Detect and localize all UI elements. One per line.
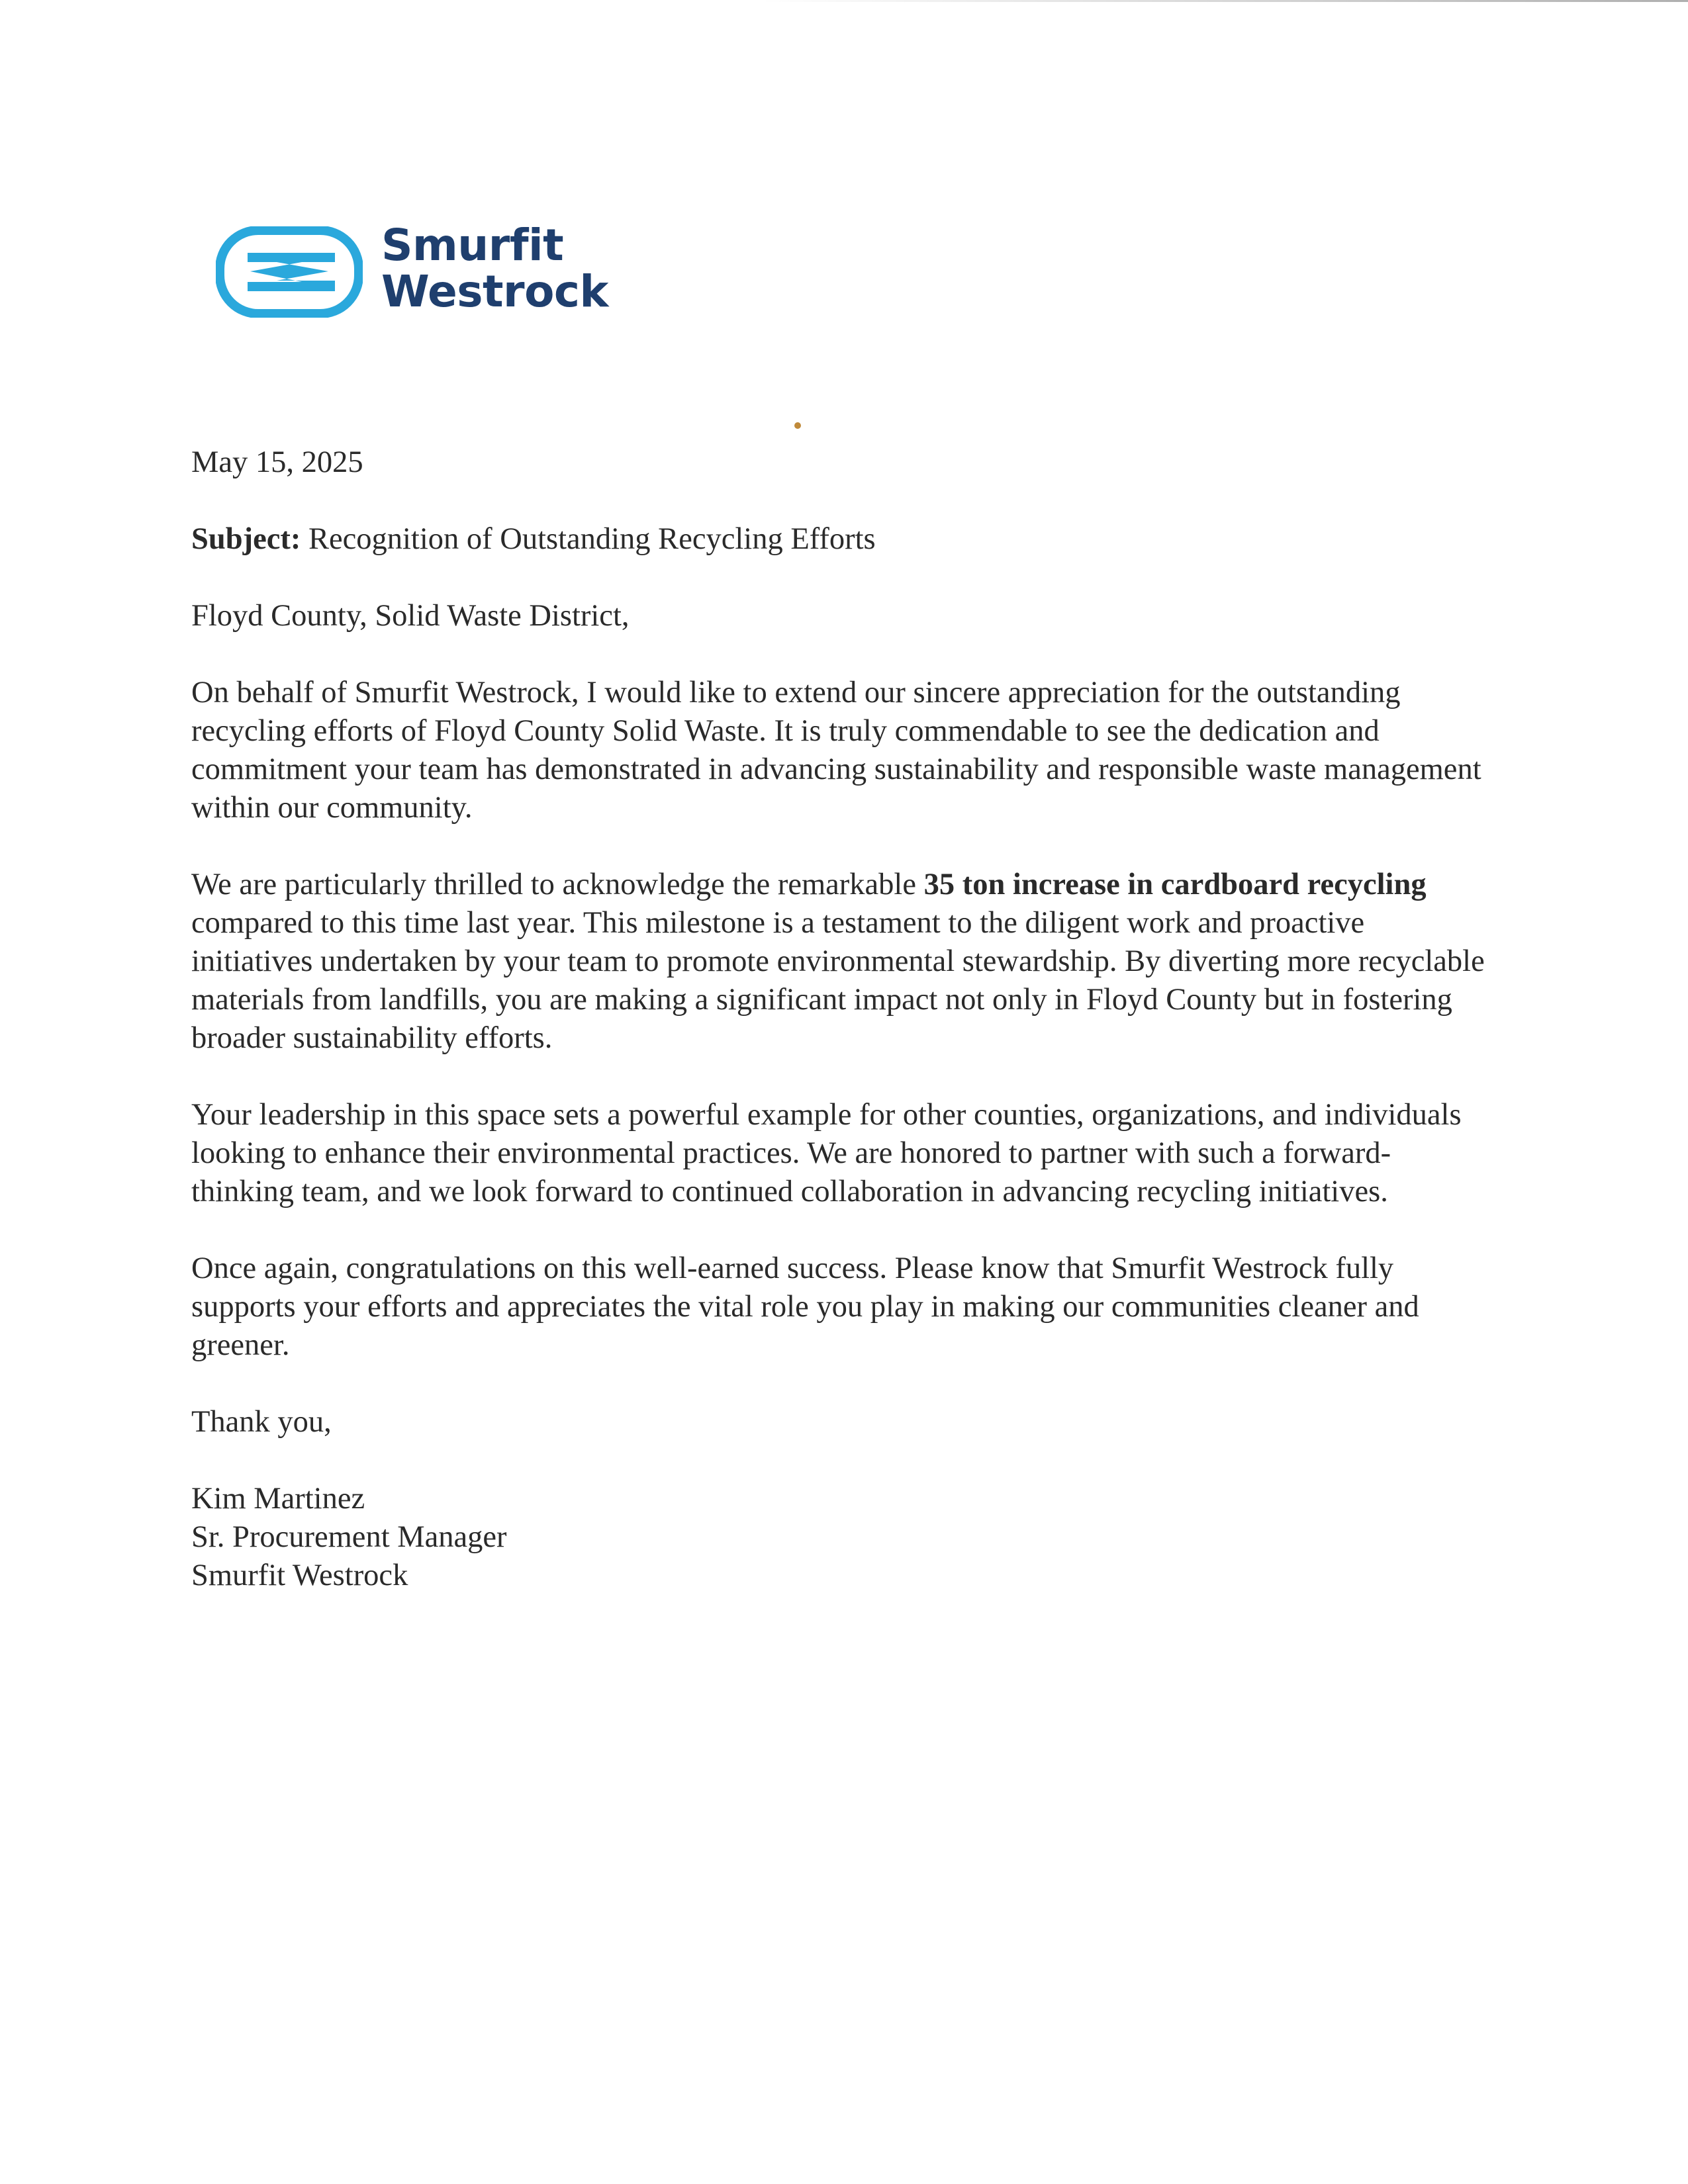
logo-line-2: Westrock — [381, 266, 608, 317]
signer-title: Sr. Procurement Manager — [191, 1520, 507, 1554]
subject-text: Recognition of Outstanding Recycling Efforts — [301, 522, 876, 556]
paragraph-3: Your leadership in this space sets a powerful example for other counties, organizations, and individuals looking to enhance their environmental practices. We are honored to partner with such a forward-thinking team, and we look forward to continued collaboration in advancing recycling initiatives. — [191, 1098, 1462, 1208]
paragraph-2 — [191, 866, 1489, 1058]
letter-body — [191, 443, 1489, 1595]
logo-mark-icon — [216, 226, 363, 318]
paragraph-4: Once again, congratulations on this well-earned success. Please know that Smurfit Westrock fully supports your efforts and appreciates the vital role you play in making our communities cleaner and greener. — [191, 1251, 1419, 1362]
subject-label: Subject: — [191, 522, 301, 556]
signature-block — [191, 1480, 1489, 1595]
paragraph-2-end: compared to this time last year. This milestone is a testament to the diligent work and proactive initiatives undertaken by your team to promote environmental stewardship. By diverting more recyclable materials from landfills, you are making a significant impact not only in Floyd County but in fostering broader sustainability efforts. — [191, 906, 1485, 1055]
scan-edge-shadow — [761, 0, 1688, 2]
letter-subject — [191, 520, 1489, 559]
logo-wordmark — [381, 222, 608, 315]
signer-name: Kim Martinez — [191, 1482, 365, 1516]
scan-speck — [794, 422, 801, 429]
logo-line-1: Smurfit — [381, 220, 564, 271]
letter-closing: Thank you, — [191, 1405, 332, 1439]
letter-salutation: Floyd County, Solid Waste District, — [191, 599, 630, 633]
company-logo — [216, 222, 613, 322]
paragraph-2-highlight: 35 ton increase in cardboard recycling — [923, 868, 1427, 901]
signer-company: Smurfit Westrock — [191, 1559, 408, 1592]
paragraph-1: On behalf of Smurfit Westrock, I would like to extend our sincere appreciation for the outstanding recycling efforts of Floyd County Solid Waste. It is truly commendable to see the dedication and commitment your team has demonstrated in advancing sustainability and responsible waste management within our community. — [191, 676, 1481, 825]
letter-date: May 15, 2025 — [191, 445, 363, 479]
paragraph-2-start: We are particularly thrilled to acknowledge the remarkable — [191, 868, 924, 901]
